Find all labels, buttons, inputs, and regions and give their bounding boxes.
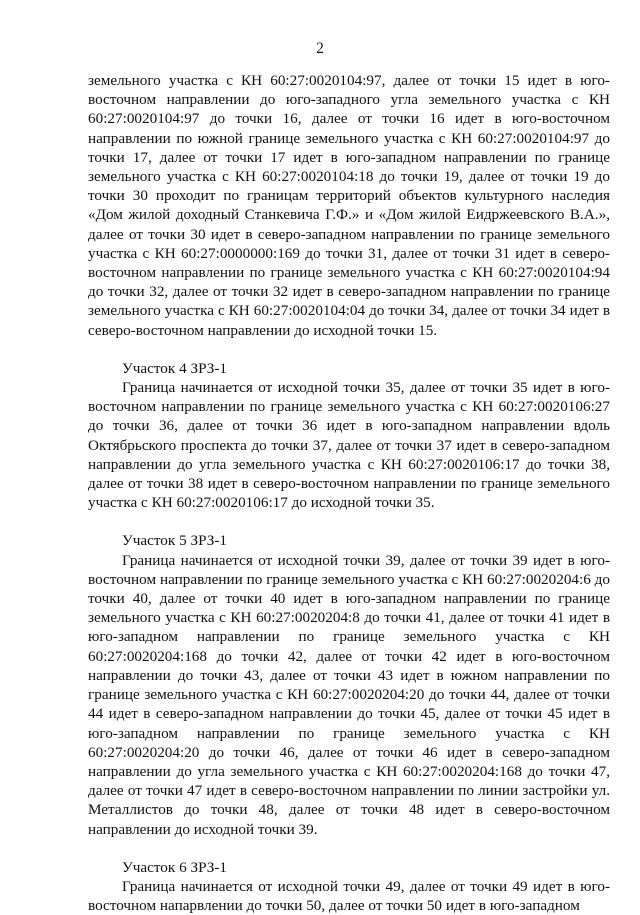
section-plot-4 [88, 359, 610, 513]
page-number: 2 [316, 40, 324, 57]
section-paragraph: Граница начинается от исходной точки 35, далее от точки 35 идет в юго-восточном направлении по границе земельного участка с КН 60:27:0020106:27 до точки 36, далее от точки 36 идет в юго-западном направлении вдоль Октябрьского проспекта до точки 37, далее от точки 37 идет в северо-западном направлении до угла земельного участка с КН 60:27:0020106:17 до точки 38, далее от точки 38 идет в северо-восточном направлении по границе земельного участка с КН 60:27:0020106:17 до исходной точки 35. [88, 379, 610, 512]
intro-paragraph: земельного участка с КН 60:27:0020104:97, далее от точки 15 идет в юго-восточном направлении до юго-западного угла земельного участка с КН 60:27:0020104:97 до точки 16, далее от точки 16 идет в юго-восточном направлении по южной границе земельного участка с КН 60:27:0020104:97 до точки 17, далее от точки 17 идет в юго-западном направлении по границе земельного участка с КН 60:27:0020104:18 до точки 19, далее от точки 19 до точки 30 проходит по границам территорий объектов культурного наследия «Дом жилой доходный Станкевича Г.Ф.» и «Дом жилой Еидржеевского В.А.», далее от точки 30 идет в северо-западном направлении по границе земельного участка с КН 60:27:0000000:169 до точки 31, далее от точки 31 идет в северо-восточном направлении по границе земельного участка с КН 60:27:0020104:94 до точки 32, далее от точки 32 идет в северо-западном направлении по границе земельного участка с КН 60:27:0020104:04 до точки 34, далее от точки 34 идет в северо-восточном направлении до исходной точки 15. [88, 72, 610, 339]
section-heading: Участок 4 ЗРЗ-1 [122, 359, 227, 377]
section-plot-6 [88, 858, 610, 915]
section-plot-5 [88, 531, 610, 838]
section-paragraph: Граница начинается от исходной точки 49, далее от точки 49 идет в юго-восточном напарвлении до точки 50, далее от точки 50 идет в юго-западном [88, 877, 610, 915]
document-body [88, 71, 610, 915]
section-heading: Участок 5 ЗРЗ-1 [122, 532, 227, 550]
section-heading: Участок 6 ЗРЗ-1 [122, 858, 227, 876]
section-paragraph: Граница начинается от исходной точки 39, далее от точки 39 идет в юго-восточном направлении по границе земельного участка с КН 60:27:0020204:6 до точки 40, далее от точки 40 идет в юго-западном направлении по границе земельного участка с КН 60:27:0020204:8 до точки 41, далее от точки 41 идет в юго-западном направлении по границе земельного участка с КН 60:27:0020204:168 до точки 42, далее от точки 42 идет в юго-восточном направлении до точки 43, далее от точки 43 идет в южном направлении по границе земельного участка с КН 60:27:0020204:20 до точки 44, далее от точки 44 идет в северо-западном направлении до точки 45, далее от точки 45 идет в юго-западном направлении по границе земельного участка с КН 60:27:0020204:20 до точки 46, далее от точки 46 идет в северо-западном направлении до угла земельного участка с КН 60:27:0020204:168 до точки 47, далее от точки 47 идет в северо-восточном направлении по линии застройки ул. Металлистов до точки 48, далее от точки 48 идет в северо-восточном направлении до исходной точки 39. [88, 551, 610, 838]
